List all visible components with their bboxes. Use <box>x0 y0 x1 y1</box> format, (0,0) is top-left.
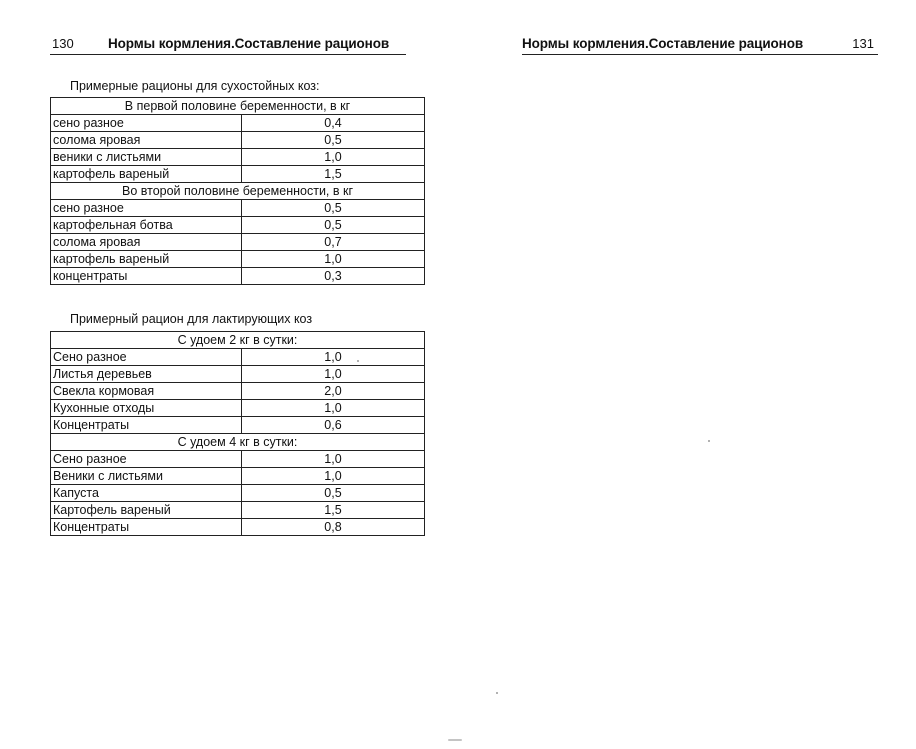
feed-amount: 2,0 <box>242 383 425 400</box>
section-heading: Во второй половине беременности, в кг <box>51 183 425 200</box>
table-section-heading-row <box>51 98 425 115</box>
feed-name: сено разное <box>51 200 242 217</box>
table-row <box>51 200 425 217</box>
feed-name: картофельная ботва <box>51 217 242 234</box>
feed-amount: 1,0 <box>242 468 425 485</box>
table-row <box>51 268 425 285</box>
feed-name: сено разное <box>51 115 242 132</box>
section-heading: В первой половине беременности, в кг <box>51 98 425 115</box>
dry-goats-ration-table <box>50 97 425 285</box>
table-row <box>51 149 425 166</box>
feed-amount: 0,5 <box>242 217 425 234</box>
feed-amount: 1,0 <box>242 451 425 468</box>
table-row <box>51 166 425 183</box>
section-heading: С удоем 2 кг в сутки: <box>51 332 425 349</box>
feed-name: Концентраты <box>51 417 242 434</box>
feed-name: Свекла кормовая <box>51 383 242 400</box>
table-row <box>51 251 425 268</box>
feed-name: веники с листьями <box>51 149 242 166</box>
right-page <box>458 0 916 749</box>
feed-name: картофель вареный <box>51 251 242 268</box>
feed-amount: 1,0 <box>242 251 425 268</box>
table-row <box>51 451 425 468</box>
feed-name: Сено разное <box>51 451 242 468</box>
right-running-head <box>522 36 878 55</box>
table-row <box>51 468 425 485</box>
feed-amount: 0,5 <box>242 200 425 217</box>
running-title: Нормы кормления.Составление рационов <box>522 36 804 51</box>
table-section-heading-row <box>51 434 425 451</box>
feed-name: солома яровая <box>51 132 242 149</box>
feed-name: Концентраты <box>51 519 242 536</box>
feed-amount: 0,6 <box>242 417 425 434</box>
scan-speck <box>357 360 359 362</box>
feed-amount: 1,5 <box>242 502 425 519</box>
feed-name: солома яровая <box>51 234 242 251</box>
running-title: Нормы кормления.Составление рационов <box>108 36 390 51</box>
feed-name: Картофель вареный <box>51 502 242 519</box>
dry-goats-table-body <box>51 98 425 285</box>
dry-goats-caption: Примерные рационы для сухостойных коз: <box>70 79 320 93</box>
table-row <box>51 485 425 502</box>
feed-amount: 1,0 <box>242 149 425 166</box>
lactating-goats-caption: Примерный рацион для лактирующих коз <box>70 312 313 326</box>
table-row <box>51 417 425 434</box>
page-number: 131 <box>852 36 874 51</box>
feed-amount: 0,8 <box>242 519 425 536</box>
feed-name: Сено разное <box>51 349 242 366</box>
scan-speck <box>496 692 498 694</box>
table-row <box>51 383 425 400</box>
lactating-goats-ration-table <box>50 331 425 536</box>
feed-name: концентраты <box>51 268 242 285</box>
feed-name: картофель вареный <box>51 166 242 183</box>
lactating-goats-table-body <box>51 332 425 536</box>
feed-amount: 0,5 <box>242 485 425 502</box>
table-row <box>51 217 425 234</box>
page-number: 130 <box>52 36 74 51</box>
table-row <box>51 115 425 132</box>
feed-name: Веники с листьями <box>51 468 242 485</box>
table-row <box>51 519 425 536</box>
table-row <box>51 349 425 366</box>
feed-name: Кухонные отходы <box>51 400 242 417</box>
table-section-heading-row <box>51 183 425 200</box>
feed-amount: 0,4 <box>242 115 425 132</box>
feed-amount: 0,3 <box>242 268 425 285</box>
table-row <box>51 366 425 383</box>
table-section-heading-row <box>51 332 425 349</box>
feed-amount: 1,0 <box>242 349 425 366</box>
table-row <box>51 400 425 417</box>
left-running-head <box>50 36 406 55</box>
scan-speck <box>708 440 710 442</box>
feed-amount: 1,0 <box>242 366 425 383</box>
feed-amount: 0,7 <box>242 234 425 251</box>
table-row <box>51 502 425 519</box>
feed-amount: 1,0 <box>242 400 425 417</box>
table-row <box>51 234 425 251</box>
feed-name: Капуста <box>51 485 242 502</box>
section-heading: С удоем 4 кг в сутки: <box>51 434 425 451</box>
feed-name: Листья деревьев <box>51 366 242 383</box>
table-row <box>51 132 425 149</box>
scan-speck <box>448 739 462 741</box>
feed-amount: 1,5 <box>242 166 425 183</box>
feed-amount: 0,5 <box>242 132 425 149</box>
